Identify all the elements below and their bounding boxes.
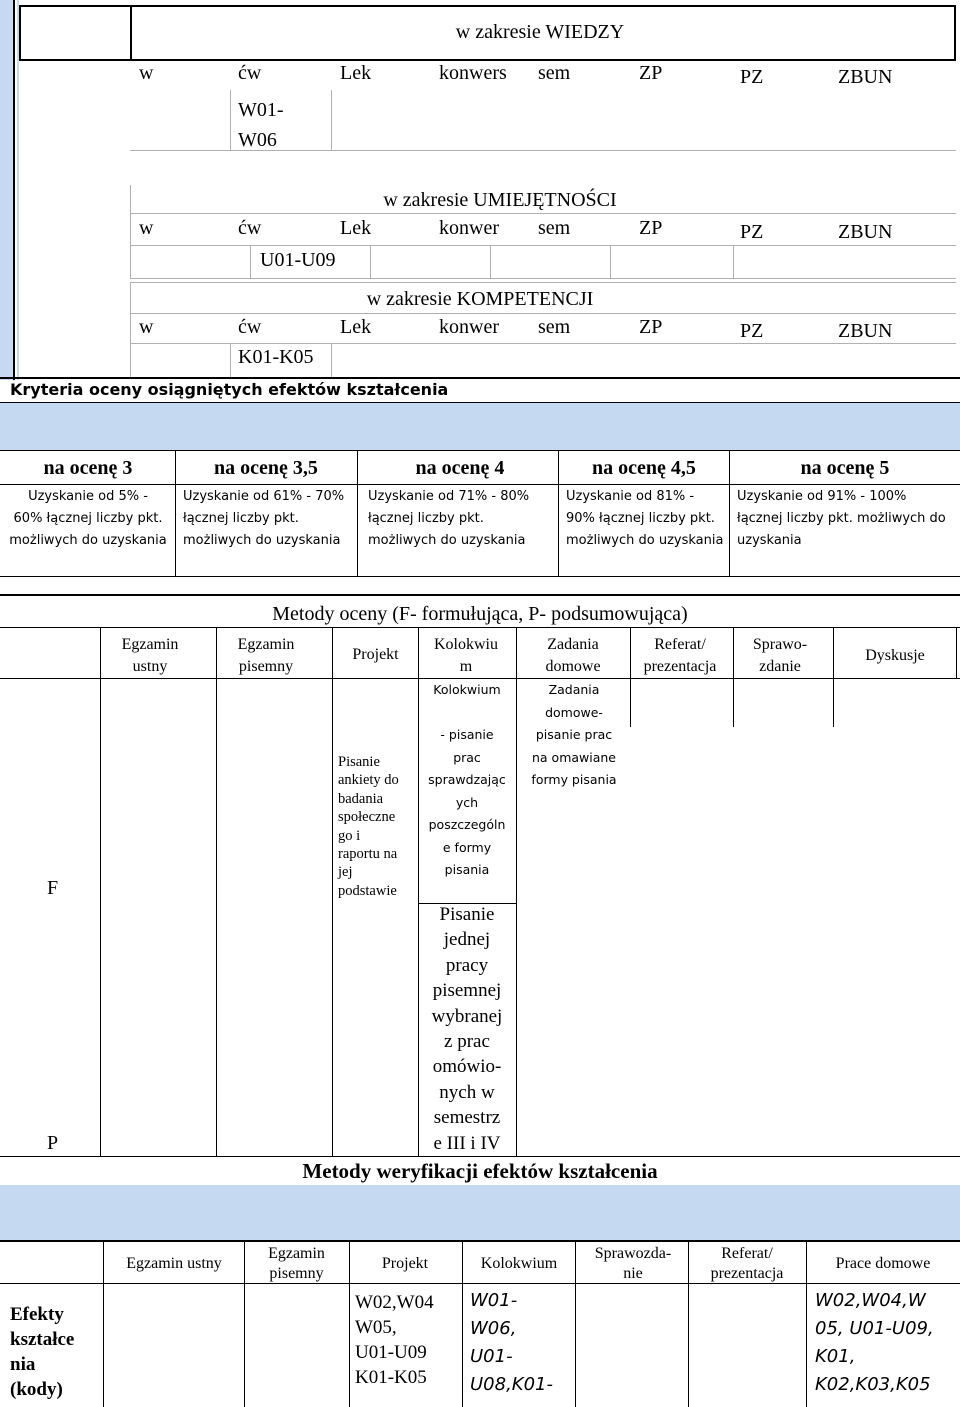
weryfikacja-header-projekt: Projekt	[381, 1255, 429, 1272]
metody-zadania-f: Zadania domowe- pisanie prac na omawiane formy pisania	[531, 682, 617, 787]
weryfikacja-header-kolokwium: Kolokwium	[480, 1255, 558, 1272]
wiedzy-col-pz: PZ	[740, 66, 764, 88]
weryfikacja-projekt-codes: W02,W04 W05, U01-U09 K01-K05	[355, 1292, 434, 1388]
kompetencji-title: w zakresie KOMPETENCJI	[366, 288, 594, 310]
metody-header-dyskusje: Dyskusje	[865, 647, 925, 664]
kompetencji-col-w: w	[139, 316, 154, 338]
kryteria-title: Kryteria oceny osiągniętych efektów kształcenia	[10, 380, 449, 399]
kompetencji-col-zbun: ZBUN	[838, 320, 893, 342]
wiedzy-col-cw: ćw	[238, 62, 262, 84]
weryfikacja-header-egzamin-ustny: Egzamin ustny	[126, 1255, 222, 1272]
kompetencji-col-konwer: konwer	[439, 316, 499, 338]
metody-oceny-title: Metody oceny (F- formułująca, P- podsumowująca)	[272, 603, 688, 625]
kompetencji-col-pz: PZ	[740, 320, 764, 342]
metody-kolokwium-p: Pisanie jednej pracy pisemnej wybranej z prac omówio- nych w semestrz e III i IV	[431, 904, 503, 1154]
metody-header-egzamin-ustny: Egzamin ustny	[121, 636, 179, 675]
kryteria-header-45: na ocenę 4,5	[592, 457, 696, 479]
weryfikacja-header-prace-domowe: Prace domowe	[835, 1255, 931, 1272]
metody-header-projekt: Projekt	[352, 646, 399, 663]
umiejetnosci-col-pz: PZ	[740, 221, 764, 243]
metody-header-zadania: Zadania domowe	[545, 636, 601, 675]
weryfikacja-row-label: Efekty kształce nia (kody)	[10, 1304, 75, 1400]
weryfikacja-header-referat: Referat/ prezentacja	[710, 1245, 784, 1282]
metody-kolokwium-f: Kolokwium - pisanie prac sprawdzając ych poszczególn e formy pisania	[428, 682, 506, 877]
kryteria-text-45: Uzyskanie od 81% - 90% łącznej liczby pkt. możliwych do uzyskania	[566, 489, 724, 548]
metody-header-sprawozdanie: Sprawo- zdanie	[752, 636, 808, 675]
weryfikacja-band	[0, 1185, 960, 1240]
weryfikacja-kolokwium-codes: W01- W06, U01- U08,K01-	[470, 1290, 554, 1395]
kryteria-header-5: na ocenę 5	[800, 457, 890, 479]
umiejetnosci-col-zbun: ZBUN	[838, 221, 893, 243]
kryteria-header-35: na ocenę 3,5	[214, 457, 318, 479]
wiedzy-col-konwers: konwers	[439, 62, 507, 84]
wiedzy-col-sem: sem	[538, 62, 571, 84]
metody-header-egzamin-pisemny: Egzamin pisemny	[237, 636, 295, 675]
kryteria-text-3: Uzyskanie od 5% - 60% łącznej liczby pkt. możliwych do uzyskania	[9, 489, 167, 548]
weryfikacja-prace-domowe-codes: W02,W04,W 05, U01-U09, K01, K02,K03,K05	[815, 1290, 934, 1395]
kryteria-text-4: Uzyskanie od 71% - 80% łącznej liczby pkt. możliwych do uzyskania	[368, 489, 530, 548]
umiejetnosci-col-konwer: konwer	[439, 217, 499, 239]
weryfikacja-header-egzamin-pisemny: Egzamin pisemny	[268, 1245, 325, 1282]
kompetencji-col-cw: ćw	[238, 316, 262, 338]
metody-header-kolokwium: Kolokwiu m	[434, 636, 498, 675]
kompetencji-col-lek: Lek	[340, 316, 372, 338]
wiedzy-col-w: w	[139, 62, 154, 84]
umiejetnosci-col-sem: sem	[538, 217, 571, 239]
kompetencji-col-sem: sem	[538, 316, 571, 338]
umiejetnosci-title: w zakresie UMIEJĘTNOŚCI	[383, 189, 617, 211]
wiedzy-col-zp: ZP	[639, 62, 663, 84]
kryteria-header-4: na ocenę 4	[415, 457, 505, 479]
wiedzy-col-lek: Lek	[340, 62, 372, 84]
wiedzy-title: w zakresie WIEDZY	[455, 21, 625, 43]
umiejetnosci-col-cw: ćw	[238, 217, 262, 239]
wiedzy-section	[0, 0, 960, 185]
umiejetnosci-codes: U01-U09	[260, 249, 336, 271]
umiejetnosci-col-w: w	[139, 217, 154, 239]
weryfikacja-header-sprawozdanie: Sprawozda- nie	[594, 1245, 672, 1282]
metody-projekt-f: Pisanie ankiety do badania społeczne go i raportu na jej podstawie	[338, 754, 399, 899]
umiejetnosci-col-lek: Lek	[340, 217, 372, 239]
wiedzy-col-zbun: ZBUN	[838, 66, 893, 88]
kryteria-text-35: Uzyskanie od 61% - 70% łącznej liczby pkt. możliwych do uzyskania	[183, 489, 345, 548]
kryteria-text-5: Uzyskanie od 91% - 100% łącznej liczby pkt. możliwych do uzyskania	[737, 489, 946, 548]
umiejetnosci-col-zp: ZP	[639, 217, 663, 239]
metody-row-f: F	[47, 877, 59, 899]
metody-row-p: P	[47, 1132, 59, 1154]
kompetencji-codes: K01-K05	[238, 346, 314, 368]
kryteria-header-band	[0, 402, 960, 450]
metody-header-referat: Referat/ prezentacja	[643, 636, 717, 675]
wiedzy-codes: W01- W06	[238, 99, 284, 151]
kompetencji-col-zp: ZP	[639, 316, 663, 338]
weryfikacja-title: Metody weryfikacji efektów kształcenia	[302, 1159, 658, 1183]
kryteria-header-3: na ocenę 3	[43, 457, 133, 479]
